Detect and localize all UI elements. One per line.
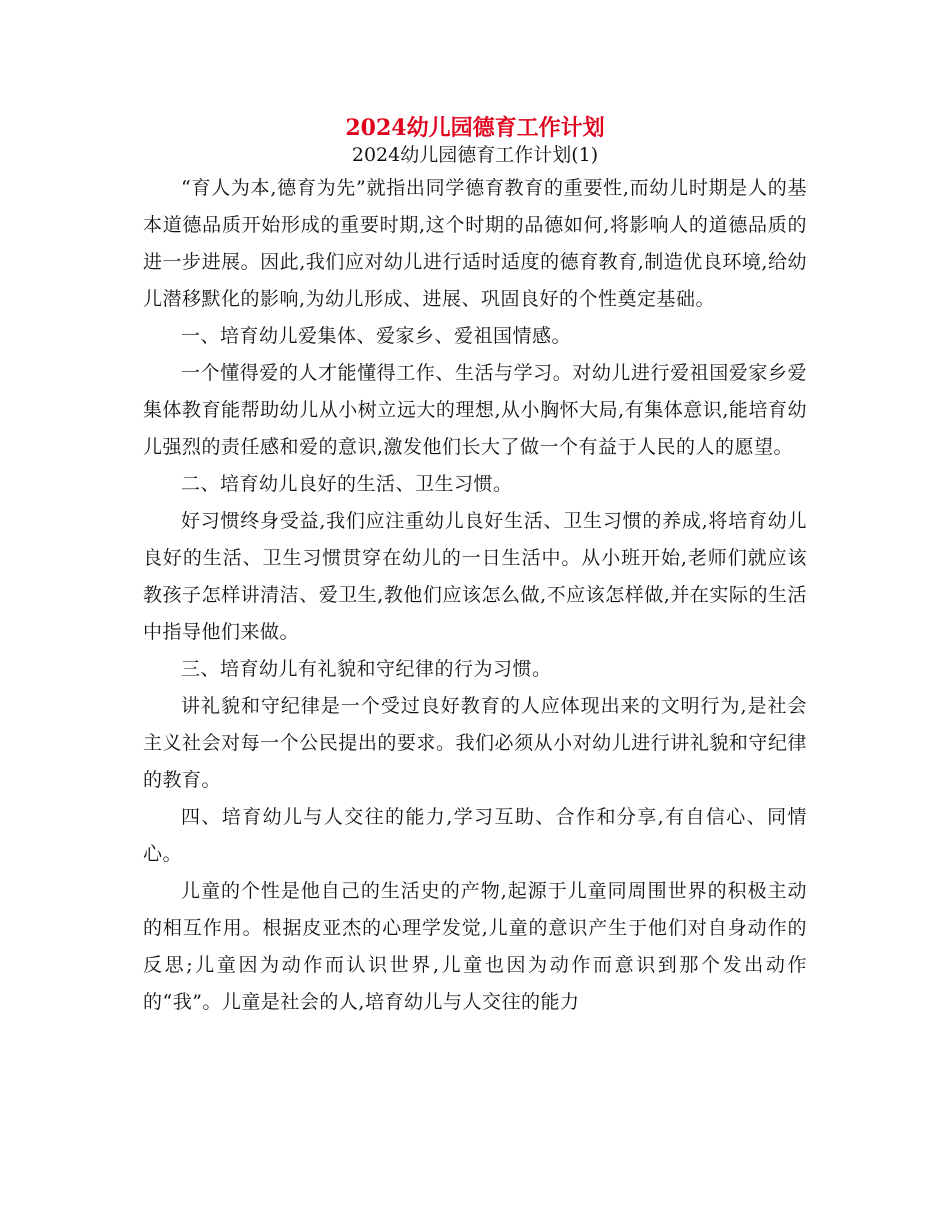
section-paragraph-2: 好习惯终身受益,我们应注重幼儿良好生活、卫生习惯的养成,将培育幼儿良好的生活、卫生习惯贯穿在幼儿的一日生活中。从小班开始,老师们就应该教孩子怎样讲清洁、爱卫生,教他们应该怎么做,不应该怎样做,并在实际的生活中指导他们来做。: [143, 510, 807, 643]
document-body: [143, 170, 807, 1021]
section-heading-2: 二、培育幼儿良好的生活、卫生习惯。: [181, 473, 513, 495]
intro-paragraph: “育人为本,德育为先”就指出同学德育教育的重要性,而幼儿时期是人的基本道德品质开始形成的重要时期,这个时期的品德如何,将影响人的道德品质的进一步进展。因此,我们应对幼儿进行适时适度的德育教育,制造优良环境,给幼儿潜移默化的影响,为幼儿形成、进展、巩固良好的个性奠定基础。: [143, 177, 807, 310]
document-title: 2024幼儿园德育工作计划: [345, 115, 605, 141]
section-paragraph-1: 一个懂得爱的人才能懂得工作、生活与学习。对幼儿进行爱祖国爱家乡爱集体教育能帮助幼儿从小树立远大的理想,从小胸怀大局,有集体意识,能培育幼儿强烈的责任感和爱的意识,激发他们长大了做一个有益于人民的人的愿望。: [143, 362, 807, 458]
section-heading-3: 三、培育幼儿有礼貌和守纪律的行为习惯。: [181, 658, 552, 680]
section-heading-1: 一、培育幼儿爱集体、爱家乡、爱祖国情感。: [181, 325, 572, 347]
section-heading-4: 四、培育幼儿与人交往的能力,学习互助、合作和分享,有自信心、同情心。: [143, 806, 807, 865]
section-paragraph-3: 讲礼貌和守纪律是一个受过良好教育的人应体现出来的文明行为,是社会主义社会对每一个公民提出的要求。我们必须从小对幼儿进行讲礼貌和守纪律的教育。: [143, 695, 807, 791]
section-paragraph-4: 儿童的个性是他自己的生活史的产物,起源于儿童同周围世界的积极主动的相互作用。根据皮亚杰的心理学发觉,儿童的意识产生于他们对自身动作的反思;儿童因为动作而认识世界,儿童也因为动作而意识到那个发出动作的“我”。儿童是社会的人,培育幼儿与人交往的能力: [143, 880, 807, 1013]
document-subtitle: 2024幼儿园德育工作计划(1): [351, 144, 599, 166]
